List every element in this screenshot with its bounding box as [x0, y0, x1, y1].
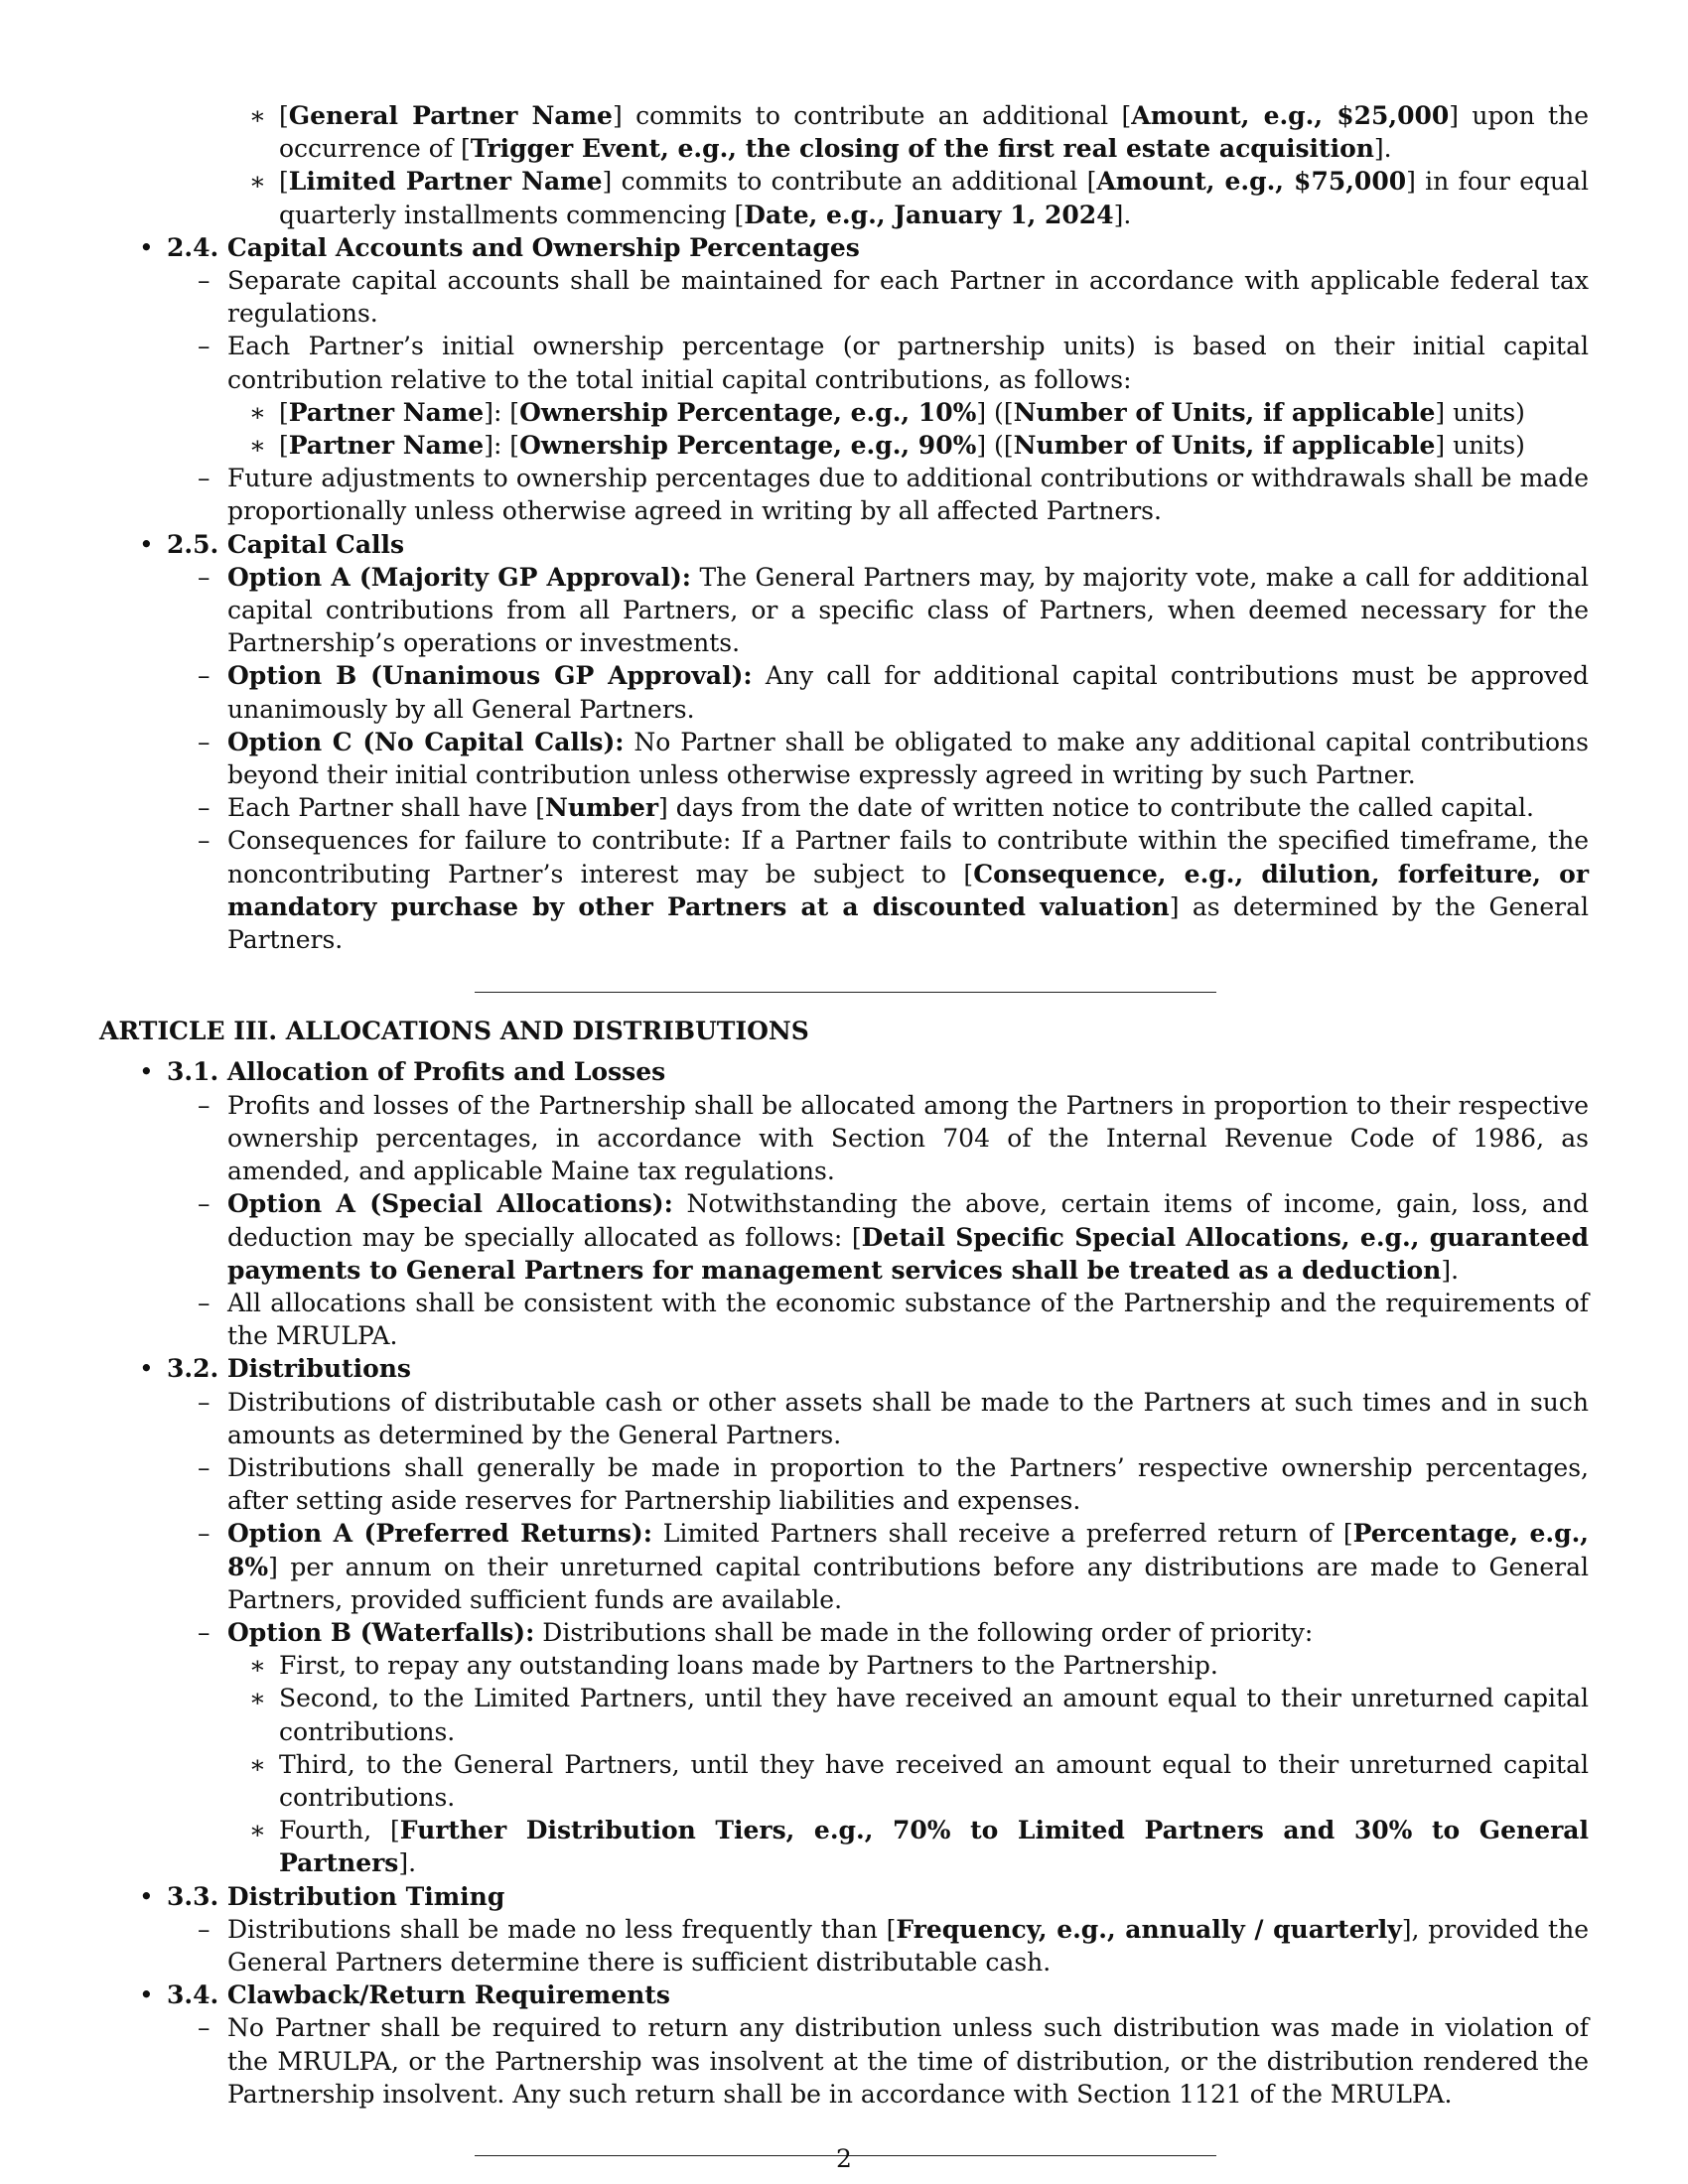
- option-a: – Option A (Special Allocations): Notwithstanding the above, certain items of income, gain, loss, and deduction may be specially allocated as follows: [Detail Specific Special Allocations, e.g., guaranteed payments to General Partners for management services shall be treated as a deduction].: [198, 1189, 1590, 1285]
- list-item: – Distributions of distributable cash or other assets shall be made to the Partners at such times and in such amounts as determined by the General Partners.: [198, 1387, 1589, 1449]
- section-divider: [475, 992, 1216, 993]
- contribution-item: ∗ [Limited Partner Name] commits to contribute an additional [Amount, e.g., $75,000] in four equal quarterly installments commencing [Date, e.g., January 1, 2024].: [249, 167, 1590, 229]
- list-item: – All allocations shall be consistent with the economic substance of the Partnership and the requirements of the MRULPA.: [198, 1288, 1589, 1351]
- section-3-2-title: • 3.2. Distributions: [139, 1354, 411, 1384]
- ownership-row: ∗ [Partner Name]: [Ownership Percentage, e.g., 10%] ([Number of Units, if applicable] units): [249, 397, 1525, 427]
- section-3-1-title: • 3.1. Allocation of Profits and Losses: [139, 1057, 666, 1087]
- list-item: – Consequences for failure to contribute: If a Partner fails to contribute within the specified timeframe, the noncontributing Partner’s interest may be subject to [Consequence, e.g., dilution, forfeiture, or mandatory purchase by other Partners at a discounted valuation] as determined by the General Partners.: [198, 826, 1590, 955]
- option-a: – Option A (Majority GP Approval): The General Partners may, by majority vote, make a call for additional capital contributions from all Partners, or a specific class of Partners, when deemed necessary for the Partnership’s operations or investments.: [198, 562, 1589, 658]
- option-c: – Option C (No Capital Calls): No Partner shall be obligated to make any additional capital contributions beyond their initial contribution unless otherwise expressly agreed in writing by such Partner.: [198, 727, 1589, 790]
- option-b: – Option B (Waterfalls): Distributions shall be made in the following order of priority:: [198, 1617, 1314, 1647]
- list-item: – Profits and losses of the Partnership shall be allocated among the Partners in proportion to their respective ownership percentages, in accordance with Section 704 of the Internal Revenue Code of 1986, as amended, and applicable Maine tax regulations.: [198, 1090, 1589, 1186]
- list-item: – Each Partner shall have [Number] days from the date of written notice to contribute the called capital.: [198, 793, 1534, 823]
- section-2-4-title: • 2.4. Capital Accounts and Ownership Percentages: [139, 232, 860, 262]
- section-3-3-title: • 3.3. Distribution Timing: [139, 1881, 505, 1911]
- section-3-4-title: • 3.4. Clawback/Return Requirements: [139, 1980, 670, 2010]
- list-item: – No Partner shall be required to return any distribution unless such distribution was made in violation of the MRULPA, or the Partnership was insolvent at the time of distribution, or the distribution rendered the Partnership insolvent. Any such return shall be in accordance with Section 1121 of the MRULPA.: [198, 2013, 1589, 2109]
- article-heading: ARTICLE III. ALLOCATIONS AND DISTRIBUTIONS: [99, 1017, 809, 1046]
- option-b: – Option B (Unanimous GP Approval): Any call for additional capital contributions must be approved unanimously by all General Partners.: [198, 661, 1590, 724]
- list-item: – Each Partner’s initial ownership percentage (or partnership units) is based on their initial capital contribution relative to the total initial capital contributions, as follows:: [198, 332, 1589, 394]
- document-body: [99, 99, 1589, 2156]
- waterfall-tier: ∗ Third, to the General Partners, until they have received an amount equal to their unreturned capital contributions.: [249, 1749, 1589, 1812]
- section-2-5-title: • 2.5. Capital Calls: [139, 529, 405, 559]
- list-item: – Distributions shall be made no less frequently than [Frequency, e.g., annually / quarterly], provided the General Partners determine there is sufficient distributable cash.: [198, 1914, 1590, 1977]
- option-a: – Option A (Preferred Returns): Limited Partners shall receive a preferred return of [Percentage, e.g., 8%] per annum on their unreturned capital contributions before any distributions are made to General Partners, provided sufficient funds are available.: [198, 1519, 1589, 1614]
- ownership-row: ∗ [Partner Name]: [Ownership Percentage, e.g., 90%] ([Number of Units, if applicable] units): [249, 431, 1525, 461]
- list-item: – Distributions shall generally be made in proportion to the Partners’ respective ownership percentages, after setting aside reserves for Partnership liabilities and expenses.: [198, 1452, 1589, 1516]
- waterfall-tier: ∗ Fourth, [Further Distribution Tiers, e.g., 70% to Limited Partners and 30% to General Partners].: [249, 1816, 1589, 1878]
- contribution-item: ∗ [General Partner Name] commits to contribute an additional [Amount, e.g., $25,000] upon the occurrence of [Trigger Event, e.g., the closing of the first real estate acquisition].: [249, 101, 1590, 164]
- list-item: – Separate capital accounts shall be maintained for each Partner in accordance with applicable federal tax regulations.: [198, 266, 1589, 329]
- waterfall-tier: ∗ First, to repay any outstanding loans made by Partners to the Partnership.: [249, 1651, 1218, 1681]
- page-number: 2: [836, 2144, 852, 2173]
- waterfall-tier: ∗ Second, to the Limited Partners, until they have received an amount equal to their unreturned capital contributions.: [249, 1684, 1589, 1746]
- list-item: – Future adjustments to ownership percentages due to additional contributions or withdrawals shall be made proportionally unless otherwise agreed in writing by all affected Partners.: [198, 464, 1589, 526]
